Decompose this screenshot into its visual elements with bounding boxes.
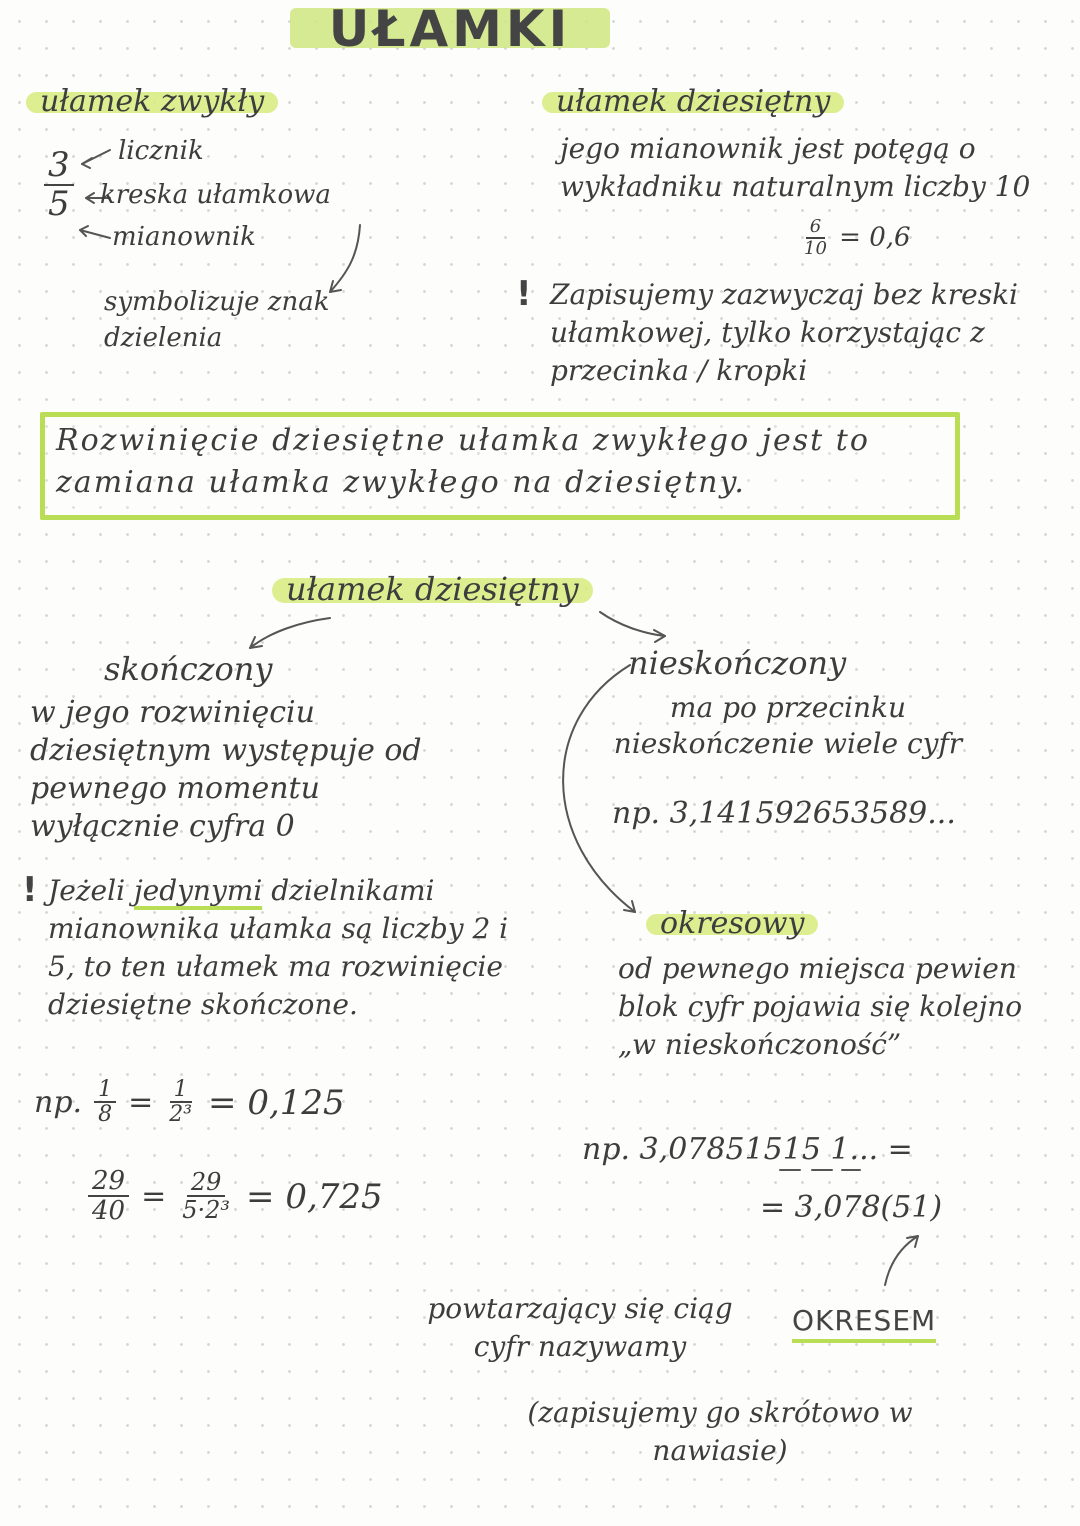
example-6-10: $\frac{6}{10}$ = 0,6 xyxy=(804,216,911,259)
okresowy-text: od pewnego miejsca pewien blok cyfr pojawia się kolejno „w nieskończoność” xyxy=(618,952,1023,1061)
okresowy-example-line1: np. 3,07851515 1... = xyxy=(582,1132,913,1167)
example-1-8: np. $\frac{1}{8}$ = $\frac{1}{\text{2³}}$ = 0,125 xyxy=(34,1077,345,1128)
label-kreska: kreska ułamkowa xyxy=(100,180,331,210)
period-word: OKRESEM xyxy=(792,1304,936,1343)
period-paren: (zapisujemy go skrótowo w nawiasie) xyxy=(527,1396,913,1467)
arrow-nieskonczony xyxy=(600,612,665,636)
skonczony-heading: skończony xyxy=(104,650,273,688)
arrow-okres xyxy=(885,1236,918,1285)
label-mianownik: mianownik xyxy=(112,222,256,252)
dziesietny-heading: ułamek dziesiętny xyxy=(556,84,831,119)
tree-root: ułamek dziesiętny xyxy=(286,570,579,608)
zwykly-heading: ułamek zwykły xyxy=(40,84,265,119)
page-title: UŁAMKI xyxy=(300,0,600,58)
fraction-denominator: 5 xyxy=(48,183,70,224)
skonczony-text: w jego rozwinięciu dziesiętnym występuje od pewnego momentu wyłącznie cyfra 0 xyxy=(30,695,422,844)
label-licznik: licznik xyxy=(118,136,204,166)
period-note: powtarzający się ciąg cyfr nazywamy xyxy=(427,1292,733,1363)
fraction-3-5 xyxy=(44,145,74,224)
okresowy-heading: okresowy xyxy=(660,906,805,941)
nieskonczony-text: ma po przecinku nieskończenie wiele cyfr xyxy=(613,691,963,760)
okresowy-example-line2: = 3,078(51) xyxy=(760,1190,943,1225)
symbol-note: symbolizuje znak dzielenia xyxy=(104,287,330,353)
dziesietny-definition: jego mianownik jest potęgą o wykładniku naturalnym liczby 10 xyxy=(560,132,1031,203)
arrow-skonczony xyxy=(250,618,330,648)
nieskonczony-heading: nieskończony xyxy=(628,644,847,682)
definition-text: Rozwinięcie dziesiętne ułamka zwykłego jest to zamiana ułamka zwykłego na dziesiętny. xyxy=(56,423,870,500)
fraction-numerator: 3 xyxy=(44,148,74,186)
arrow-licznik xyxy=(82,150,110,164)
exclamation-icon: ! xyxy=(516,274,532,314)
note-highlight: jedynymi xyxy=(133,874,263,907)
example-29-40: $\frac{29}{40}$ = $\frac{29}{\text{5·2³}}$ = 0,725 xyxy=(88,1168,383,1226)
skonczony-note: Jeżeli jedynymi dzielnikami mianownika ułamka są liczby 2 i 5, to ten ułamek ma rozwinięcie dziesiętne skończone. xyxy=(48,874,509,1021)
exclamation-icon-2: ! xyxy=(22,870,38,910)
nieskonczony-example: np. 3,141592653589... xyxy=(612,796,956,831)
arrow-symbolizuje xyxy=(330,225,360,292)
dziesietny-note: Zapisujemy zazwyczaj bez kreski ułamkowej, tylko korzystając z przecinka / kropki xyxy=(550,278,1019,387)
